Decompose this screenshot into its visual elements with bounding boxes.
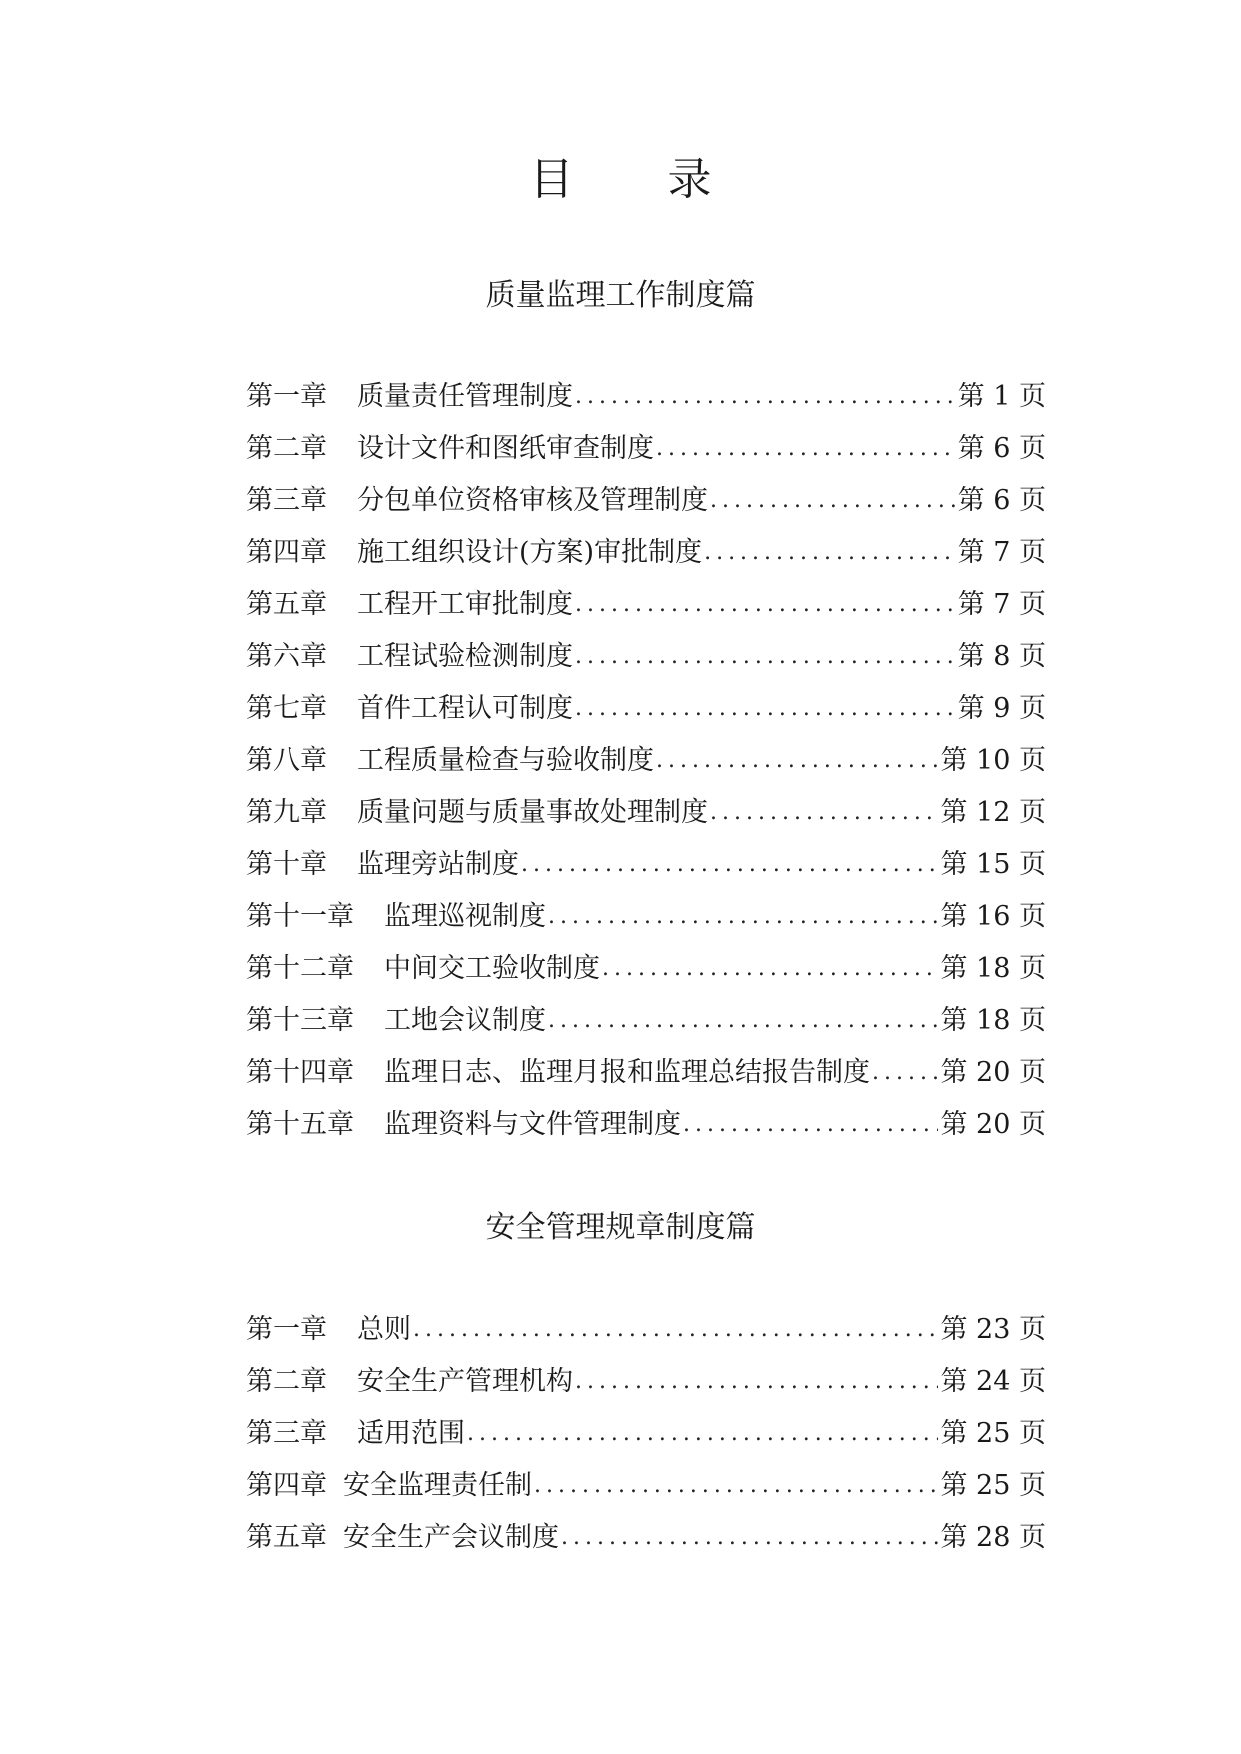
toc-page-number: 第 6 页 xyxy=(957,485,1046,516)
dot-leader xyxy=(710,793,938,833)
toc-list-safety xyxy=(246,1310,1046,1570)
toc-entry-title: 中间交工验收制度 xyxy=(384,953,600,984)
toc-entry[interactable] xyxy=(246,585,1046,637)
toc-entry-title: 质量责任管理制度 xyxy=(357,381,573,412)
toc-entry-title: 工程质量检查与验收制度 xyxy=(357,745,654,776)
toc-page-number: 第 18 页 xyxy=(940,1005,1046,1036)
toc-chapter: 第七章 xyxy=(246,693,327,724)
toc-entry-title: 设计文件和图纸审查制度 xyxy=(357,433,654,464)
toc-page-number: 第 20 页 xyxy=(940,1057,1046,1088)
toc-chapter: 第九章 xyxy=(246,797,327,828)
toc-chapter: 第十四章 xyxy=(246,1057,354,1088)
toc-entry[interactable] xyxy=(246,481,1046,533)
toc-chapter: 第十章 xyxy=(246,849,327,880)
toc-entry-title: 首件工程认可制度 xyxy=(357,693,573,724)
page-title: 目 录 xyxy=(529,154,752,205)
toc-page-number: 第 7 页 xyxy=(957,537,1046,568)
toc-entry[interactable] xyxy=(246,637,1046,689)
toc-entry-title: 工程试验检测制度 xyxy=(357,641,573,672)
dot-leader xyxy=(656,429,956,469)
toc-entry-title: 工地会议制度 xyxy=(384,1005,546,1036)
toc-list-quality xyxy=(246,377,1046,1157)
toc-chapter: 第五章 xyxy=(246,589,327,620)
dot-leader xyxy=(561,1518,938,1558)
toc-entry[interactable] xyxy=(246,533,1046,585)
toc-chapter: 第二章 xyxy=(246,433,327,464)
toc-entry[interactable] xyxy=(246,1414,1046,1466)
dot-leader xyxy=(548,897,938,937)
toc-chapter: 第六章 xyxy=(246,641,327,672)
toc-page-number: 第 12 页 xyxy=(940,797,1046,828)
toc-chapter: 第十一章 xyxy=(246,901,354,932)
toc-entry[interactable] xyxy=(246,1466,1046,1518)
toc-entry-title: 工程开工审批制度 xyxy=(357,589,573,620)
toc-page-number: 第 15 页 xyxy=(940,849,1046,880)
toc-page-number: 第 1 页 xyxy=(957,381,1046,412)
toc-chapter: 第二章 xyxy=(246,1366,327,1397)
toc-page-number: 第 6 页 xyxy=(957,433,1046,464)
toc-page-number: 第 10 页 xyxy=(940,745,1046,776)
toc-page-number: 第 7 页 xyxy=(957,589,1046,620)
toc-entry-title: 监理巡视制度 xyxy=(384,901,546,932)
toc-entry[interactable] xyxy=(246,429,1046,481)
toc-entry[interactable] xyxy=(246,1105,1046,1157)
toc-chapter: 第三章 xyxy=(246,485,327,516)
toc-page-number: 第 20 页 xyxy=(940,1109,1046,1140)
toc-page-number: 第 28 页 xyxy=(940,1522,1046,1553)
toc-entry[interactable] xyxy=(246,845,1046,897)
dot-leader xyxy=(413,1310,938,1350)
toc-page-number: 第 8 页 xyxy=(957,641,1046,672)
toc-entry[interactable] xyxy=(246,1518,1046,1570)
dot-leader xyxy=(575,689,956,729)
toc-entry[interactable] xyxy=(246,1362,1046,1414)
toc-chapter: 第十三章 xyxy=(246,1005,354,1036)
dot-leader xyxy=(534,1466,938,1506)
toc-page-number: 第 23 页 xyxy=(940,1314,1046,1345)
toc-entry[interactable] xyxy=(246,741,1046,793)
dot-leader xyxy=(548,1001,938,1041)
toc-entry-title: 安全监理责任制 xyxy=(343,1470,532,1501)
toc-entry[interactable] xyxy=(246,1310,1046,1362)
dot-leader xyxy=(575,637,956,677)
toc-page-number: 第 9 页 xyxy=(957,693,1046,724)
section-title-quality: 质量监理工作制度篇 xyxy=(485,278,756,313)
dot-leader xyxy=(467,1414,938,1454)
toc-chapter: 第十五章 xyxy=(246,1109,354,1140)
dot-leader xyxy=(602,949,938,989)
toc-entry[interactable] xyxy=(246,689,1046,741)
toc-page-number: 第 25 页 xyxy=(940,1418,1046,1449)
toc-entry-title: 安全生产会议制度 xyxy=(343,1522,559,1553)
toc-entry-title: 监理日志、监理月报和监理总结报告制度 xyxy=(384,1057,870,1088)
toc-entry[interactable] xyxy=(246,1001,1046,1053)
dot-leader xyxy=(704,533,956,573)
toc-chapter: 第四章 xyxy=(246,537,327,568)
toc-entry-title: 适用范围 xyxy=(357,1418,465,1449)
dot-leader xyxy=(575,585,956,625)
toc-page-number: 第 24 页 xyxy=(940,1366,1046,1397)
toc-entry-title: 分包单位资格审核及管理制度 xyxy=(357,485,708,516)
toc-entry[interactable] xyxy=(246,897,1046,949)
toc-entry-title: 总则 xyxy=(357,1314,411,1345)
toc-chapter: 第五章 xyxy=(246,1522,327,1553)
toc-entry[interactable] xyxy=(246,793,1046,845)
toc-entry-title: 施工组织设计(方案)审批制度 xyxy=(357,537,703,568)
toc-chapter: 第四章 xyxy=(246,1470,327,1501)
toc-page-number: 第 25 页 xyxy=(940,1470,1046,1501)
toc-page-number: 第 18 页 xyxy=(940,953,1046,984)
dot-leader xyxy=(521,845,938,885)
toc-entry[interactable] xyxy=(246,1053,1046,1105)
dot-leader xyxy=(575,1362,938,1402)
dot-leader xyxy=(710,481,956,521)
toc-entry-title: 安全生产管理机构 xyxy=(357,1366,573,1397)
dot-leader xyxy=(683,1105,938,1145)
toc-chapter: 第一章 xyxy=(246,1314,327,1345)
toc-chapter: 第三章 xyxy=(246,1418,327,1449)
toc-chapter: 第十二章 xyxy=(246,953,354,984)
toc-entry[interactable] xyxy=(246,377,1046,429)
toc-chapter: 第一章 xyxy=(246,381,327,412)
toc-entry-title: 质量问题与质量事故处理制度 xyxy=(357,797,708,828)
dot-leader xyxy=(575,377,956,417)
dot-leader xyxy=(656,741,938,781)
toc-entry-title: 监理旁站制度 xyxy=(357,849,519,880)
toc-entry-title: 监理资料与文件管理制度 xyxy=(384,1109,681,1140)
dot-leader xyxy=(872,1053,938,1093)
toc-entry[interactable] xyxy=(246,949,1046,1001)
section-title-safety: 安全管理规章制度篇 xyxy=(485,1210,756,1245)
toc-chapter: 第八章 xyxy=(246,745,327,776)
toc-page-number: 第 16 页 xyxy=(940,901,1046,932)
